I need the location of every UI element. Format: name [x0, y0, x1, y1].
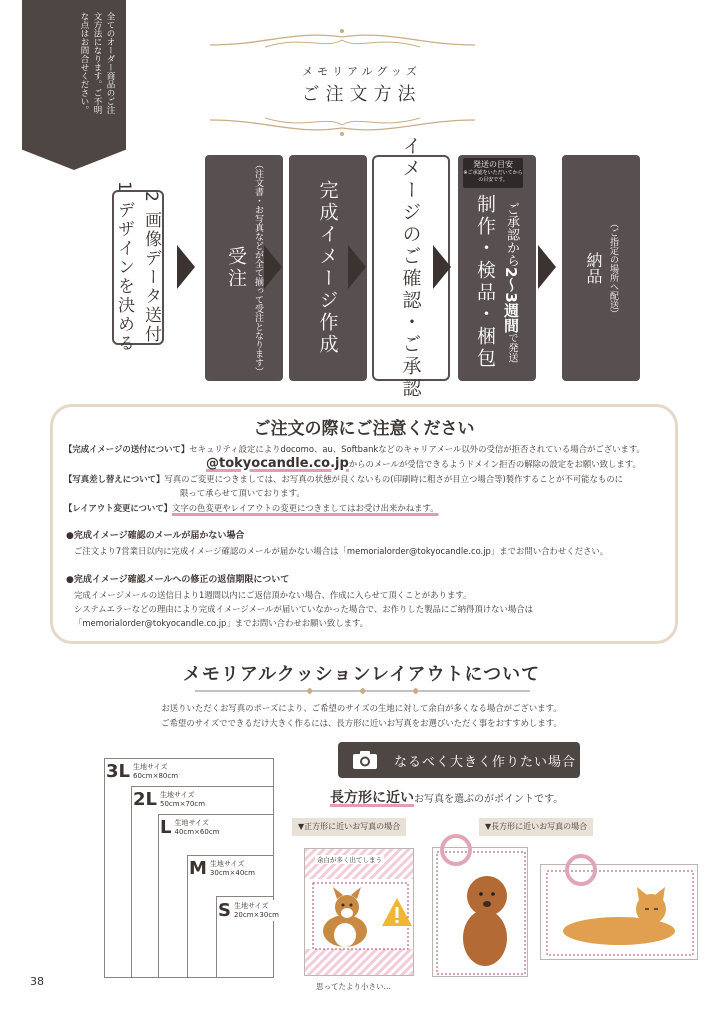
- notice-head-5: 【レイアウト変更について】: [64, 503, 173, 513]
- size-cap-m: 生地サイズ: [209, 859, 245, 868]
- step1-num2: 1: [114, 181, 134, 195]
- warning-icon: [380, 896, 414, 928]
- notice-line-1: [64, 443, 645, 455]
- layout-line-1: お送りいただくお写真のポーズにより、ご希望のサイズの生地に対して余白が多くなる場合がございます。: [161, 703, 562, 713]
- arrow-1: [177, 245, 195, 289]
- size-cap-l: 生地サイズ: [174, 818, 209, 827]
- notice-domain: @tokyocandle.co.jp: [206, 456, 349, 471]
- size-cap-s: 生地サイズ: [233, 901, 269, 910]
- step5-label: 制作・検品・梱包: [474, 194, 496, 370]
- step1-line1: 画像データ送付: [141, 211, 161, 345]
- circle-marker-icon-2: [563, 852, 599, 888]
- step-6-deliver: [562, 155, 640, 381]
- notice-text-8: システムエラーなどの理由により完成イメージメールが届いていなかった場合で、お作りした製品にご納得頂けない場合は: [74, 604, 533, 614]
- square-photo-caption: 思ってたより小さい…: [316, 982, 391, 991]
- step6-label: 納品: [584, 252, 603, 284]
- notice-text-6: ご注文より7営業日以内に完成イメージ確認のメールが届かない場合は「memorialorder@tokyocandle.co.jp」までお問い合わせください。: [74, 546, 609, 556]
- step5-span: 2〜3週間: [502, 266, 520, 333]
- eta-badge: [463, 158, 523, 188]
- notice-text-1: セキュリティ設定によりdocomo、au、Softbankなどのキャリアメール以外の受信が拒否されている場合がございます。: [189, 444, 645, 454]
- size-letter-2l: 2L: [133, 789, 157, 810]
- tip-hint: [330, 787, 563, 807]
- step1-line2: デザインを決める: [114, 201, 134, 354]
- layout-section-title: メモリアルクッションレイアウトについて: [182, 664, 541, 685]
- size-label-m: [189, 858, 255, 879]
- notice-text-2: からのメールが受信できるようドメイン拒否の解除の設定をお願い致します。: [348, 459, 641, 469]
- step-5-produce: [458, 155, 536, 381]
- arrow-2: [264, 245, 282, 289]
- notice-head-1: 【完成イメージの送付について】: [64, 444, 190, 454]
- arrow-4: [433, 245, 451, 289]
- size-label-3l: [106, 761, 178, 782]
- size-label-l: [160, 817, 220, 838]
- notice-text-9: 「memorialorder@tokyocandle.co.jp」までお問い合わせお願い致します。: [74, 618, 369, 628]
- step5-lead: ご承認から: [504, 201, 519, 267]
- step4-label: イメージのご確認・ご承認: [399, 136, 422, 400]
- ornament-top: [205, 25, 480, 55]
- title-sub: メモリアルグッズ: [302, 65, 421, 78]
- arrow-3: [348, 245, 366, 289]
- step3-label: 完成イメージ作成: [316, 180, 339, 356]
- eta-note: ※ご承認をいただいてからの目安です。: [463, 170, 523, 183]
- step-1-design: [112, 181, 164, 354]
- title-rule: [195, 688, 530, 694]
- tip-banner-text: なるべく大きく作りたい場合: [394, 754, 577, 770]
- size-label-s: [218, 900, 279, 921]
- step1-num: 2: [141, 190, 161, 204]
- notice-text-5: 文字の色変更やレイアウトの変更につきましてはお受け出来かねます。: [172, 503, 439, 513]
- large-size-tip-banner: [338, 742, 580, 778]
- page-title: ご注文方法: [301, 84, 422, 105]
- size-dim-3l: 60cm×80cm: [133, 771, 179, 780]
- step2-note: （注文書・お写真などが全て揃って受注となります）: [253, 160, 263, 376]
- arrow-5: [538, 245, 556, 289]
- size-letter-s: S: [218, 900, 231, 921]
- notice-text-3: 写真のご変更につきましては、お写真の状態が良くないもの(印刷時に粗さが目立つ場合等)製作することが不可能なものに: [164, 474, 623, 484]
- eta-title: 発送の目安: [473, 160, 513, 169]
- notice-head-3: 【写真差し替えについて】: [64, 474, 165, 484]
- notice-head-6: ●完成イメージ確認のメールが届かない場合: [66, 531, 245, 541]
- ornament-bottom: [205, 110, 480, 140]
- page-number: 38: [30, 975, 44, 988]
- size-cap-3l: 生地サイズ: [133, 762, 168, 771]
- size-letter-m: M: [189, 858, 207, 879]
- size-label-2l: [133, 789, 205, 810]
- size-dim-l: 40cm×60cm: [174, 827, 220, 836]
- size-letter-l: L: [160, 817, 172, 838]
- tag-square-photo: ▼正方形に近いお写真の場合: [292, 818, 406, 836]
- notice-head-7: ●完成イメージ確認メールへの修正の返信期限について: [66, 575, 290, 585]
- tip-hint-em: 長方形に近い: [330, 790, 414, 806]
- size-dim-m: 30cm×40cm: [209, 868, 255, 877]
- tip-hint-rest: お写真を選ぶのがポイントです。: [414, 794, 564, 805]
- margin-note: 余白が多く出てしまう: [317, 856, 382, 864]
- tag-rect-photo: ▼長方形に近いお写真の場合: [479, 818, 593, 836]
- size-cap-2l: 生地サイズ: [160, 790, 195, 799]
- notice-text-7: 完成イメージメールの送信日より1週間以内にご返信頂かない場合、作成に入らせて頂くことがあります。: [74, 590, 472, 600]
- step5-ship: で発送: [506, 332, 517, 363]
- notice-title: ご注文の際にご注意ください: [253, 419, 475, 439]
- step2-label: 受注: [225, 246, 247, 290]
- notice-line-5: [64, 502, 439, 514]
- notice-line-3: [64, 473, 623, 485]
- layout-line-2: ご希望のサイズでできるだけ大きく作るには、長方形に近いお写真をお選びいただく事をおすすめします。: [161, 718, 562, 728]
- size-dim-s: 20cm×30cm: [233, 910, 279, 919]
- size-letter-3l: 3L: [106, 761, 130, 782]
- notice-line-4: 限って承らせて頂いております。: [180, 488, 305, 498]
- ribbon-text: 全てのオーダー商品のご注文方法になります。ご不明な点はお問合せください。: [79, 12, 115, 114]
- step6-note: （ご指定の場所へ配送）: [608, 218, 618, 318]
- circle-marker-icon: [438, 832, 474, 868]
- notice-line-2: [206, 458, 641, 470]
- camera-icon: [352, 750, 378, 770]
- size-dim-2l: 50cm×70cm: [160, 799, 206, 808]
